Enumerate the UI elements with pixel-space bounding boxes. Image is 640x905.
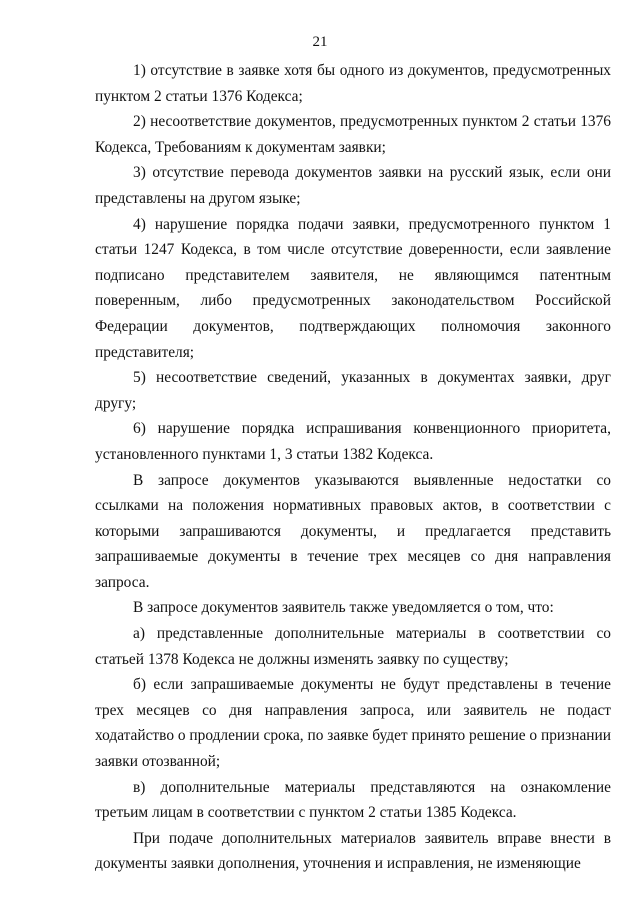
list-item-2: 2) несоответствие документов, предусмотренных пунктом 2 статьи 1376 Кодекса, Требованиям к документам заявки; <box>95 113 611 156</box>
list-item-6: 6) нарушение порядка испрашивания конвенционного приоритета, установленного пунктами 1, 3 статьи 1382 Кодекса. <box>95 420 611 463</box>
list-item-v: в) дополнительные материалы представляются на ознакомление третьим лицам в соответствии с пунктом 2 статьи 1385 Кодекса. <box>95 778 611 822</box>
list-item-4: 4) нарушение порядка подачи заявки, предусмотренного пунктом 1 статьи 1247 Кодекса, в том числе отсутствие доверенности, если заявление подписано представителем заявителя, не являющимся патентным поверенным, либо предусмотренных законодательством Российской Федерации документов, подтверждающих полномочия законного представителя; <box>95 215 611 361</box>
paragraph-request-deficiencies: В запросе документов указываются выявленные недостатки со ссылками на положения нормативных правовых актов, в соответствии с которыми запрашиваются документы, и предлагается представить запрашиваемые документы в течение трех месяцев со дня направления запроса. <box>95 471 611 591</box>
list-item-5: 5) несоответствие сведений, указанных в документах заявки, друг другу; <box>95 369 611 412</box>
paragraph-additional-materials: При подаче дополнительных материалов заявитель вправе внести в документы заявки дополнения, уточнения и исправления, не изменяющие <box>95 829 611 873</box>
page-number: 21 <box>312 34 328 50</box>
paragraph-notification-intro: В запросе документов заявитель также уведомляется о том, что: <box>133 599 554 617</box>
list-item-b: б) если запрашиваемые документы не будут представлены в течение трех месяцев со дня направления запроса, или заявитель не подаст ходатайство о продлении срока, по заявке будет принято решение о признании заявки отозванной; <box>95 676 611 771</box>
list-item-1: 1) отсутствие в заявке хотя бы одного из документов, предусмотренных пунктом 2 статьи 1376 Кодекса; <box>95 62 611 105</box>
list-item-3: 3) отсутствие перевода документов заявки на русский язык, если они представлены на другом языке; <box>95 164 611 207</box>
document-body <box>95 58 611 877</box>
list-item-a: а) представленные дополнительные материалы в соответствии со статьей 1378 Кодекса не должны изменять заявку по существу; <box>95 625 611 668</box>
